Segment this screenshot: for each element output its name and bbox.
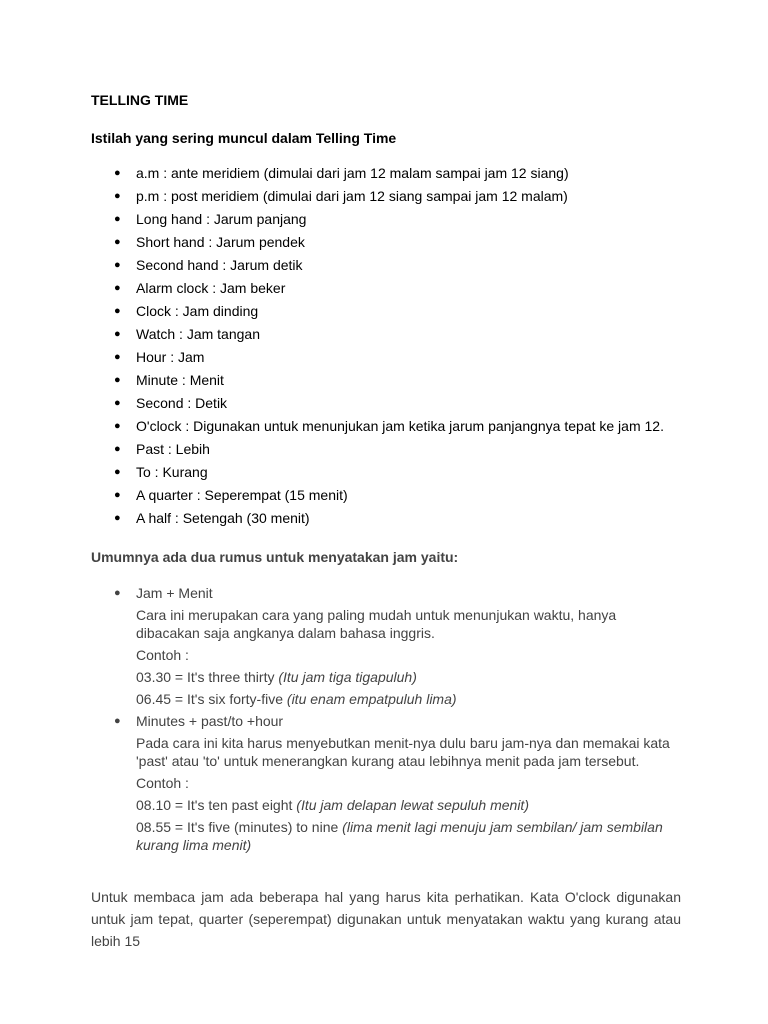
bullet-icon: ● [114, 351, 121, 363]
bullet-icon: ● [114, 443, 121, 455]
list-item: ● Hour : Jam [114, 349, 205, 365]
bullet-icon: ● [114, 236, 121, 248]
bullet-icon: ● [114, 512, 121, 524]
formula-name: Jam + Menit [136, 585, 213, 601]
list-item: ● Short hand : Jarum pendek [114, 234, 305, 250]
formula-item-minutes-past-to-hour [0, 712, 681, 854]
bullet-icon: ● [114, 715, 121, 727]
example-label: Contoh : [136, 647, 189, 663]
bullet-icon: ● [114, 167, 121, 179]
example-line: 03.30 = It's three thirty (Itu jam tiga tigapuluh) [136, 669, 417, 685]
list-item: ● Clock : Jam dinding [114, 303, 259, 319]
bullet-icon: ● [114, 213, 121, 225]
bullet-icon: ● [114, 466, 121, 478]
example-label: Contoh : [136, 775, 189, 791]
list-item: ● Past : Lebih [114, 441, 210, 457]
bullet-icon: ● [114, 282, 121, 294]
terms-list [0, 164, 768, 532]
list-item: ● To : Kurang [114, 464, 208, 480]
formula-item-jam-menit [0, 584, 681, 708]
list-item: ● p.m : post meridiem (dimulai dari jam 12 siang sampai jam 12 malam) [114, 188, 568, 204]
body-paragraph: Untuk membaca jam ada beberapa hal yang harus kita perhatikan. Kata O'clock digunakan untuk jam tepat, quarter (seperempat) digunakan untuk menyatakan waktu yang kurang atau lebih 15 [91, 889, 681, 949]
bullet-icon: ● [114, 397, 121, 409]
list-item: ● Second hand : Jarum detik [114, 257, 303, 273]
example-line: 08.10 = It's ten past eight (Itu jam delapan lewat sepuluh menit) [136, 797, 529, 813]
list-item: ● Alarm clock : Jam beker [114, 280, 286, 296]
list-item: ● O'clock : Digunakan untuk menunjukan jam ketika jarum panjangnya tepat ke jam 12. [114, 418, 664, 434]
formulas-list [0, 584, 768, 858]
list-item: ● Watch : Jam tangan [114, 326, 260, 342]
bullet-icon: ● [114, 489, 121, 501]
formula-description: Pada cara ini kita harus menyebutkan menit-nya dulu baru jam-nya dan memakai kata 'past' atau 'to' untuk menerangkan kurang atau lebihnya menit pada jam tersebut. [136, 735, 670, 769]
bullet-icon: ● [114, 259, 121, 271]
formula-description: Cara ini merupakan cara yang paling mudah untuk menunjukan waktu, hanya dibacakan saja angkanya dalam bahasa inggris. [136, 607, 617, 641]
bullet-icon: ● [114, 305, 121, 317]
list-item: ● Second : Detik [114, 395, 228, 411]
list-item: ● Minute : Menit [114, 372, 224, 388]
list-item: ● A half : Setengah (30 menit) [114, 510, 310, 526]
bullet-icon: ● [114, 420, 121, 432]
list-item: ● A quarter : Seperempat (15 menit) [114, 487, 348, 503]
formula-name: Minutes + past/to +hour [136, 713, 284, 729]
bullet-icon: ● [114, 328, 121, 340]
bullet-icon: ● [114, 587, 121, 599]
document-title: TELLING TIME [91, 92, 189, 108]
example-line: 06.45 = It's six forty-five (itu enam empatpuluh lima) [136, 691, 457, 707]
list-item: ● a.m : ante meridiem (dimulai dari jam 12 malam sampai jam 12 siang) [114, 165, 569, 181]
list-item: ● Long hand : Jarum panjang [114, 211, 307, 227]
bullet-icon: ● [114, 190, 121, 202]
terms-heading: Istilah yang sering muncul dalam Telling Time [91, 130, 397, 146]
example-line: 08.55 = It's five (minutes) to nine (lima menit lagi menuju jam sembilan/ jam sembilan kurang lima menit) [136, 819, 663, 853]
formulas-heading: Umumnya ada dua rumus untuk menyatakan jam yaitu: [91, 549, 459, 565]
bullet-icon: ● [114, 374, 121, 386]
